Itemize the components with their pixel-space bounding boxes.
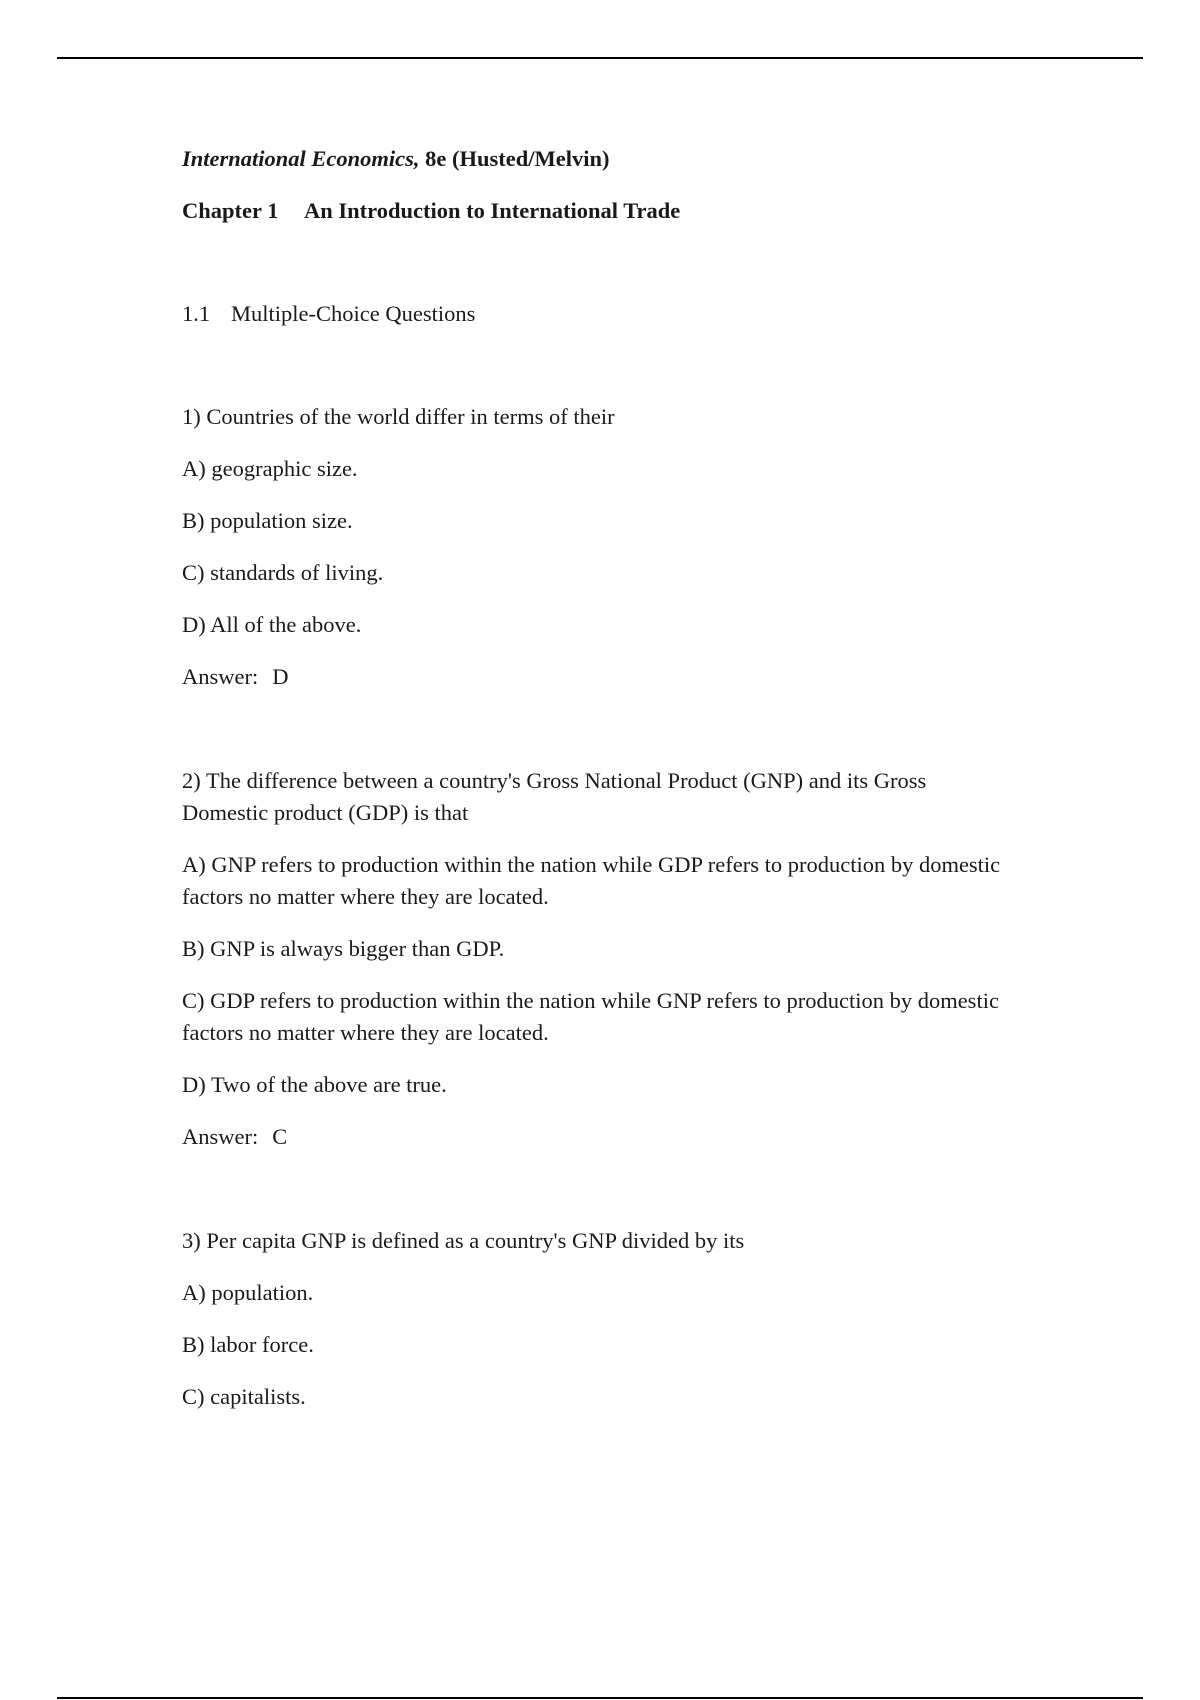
chapter-heading — [182, 195, 1012, 227]
option-b: B) GNP is always bigger than GDP. — [182, 936, 505, 961]
answer-label: Answer: — [182, 664, 259, 689]
question-stem: 1) Countries of the world differ in terms of their — [182, 404, 615, 429]
option-a: A) population. — [182, 1280, 314, 1305]
option-c: C) standards of living. — [182, 560, 384, 585]
answer-label: Answer: — [182, 1124, 259, 1149]
chapter-number: Chapter 1 — [182, 198, 279, 223]
option-c: C) capitalists. — [182, 1384, 306, 1409]
option-a: A) GNP refers to production within the nation while GDP refers to production by domestic factors no matter where they are located. — [182, 852, 1001, 909]
book-edition: 8e (Husted/Melvin) — [425, 146, 610, 171]
book-title: International Economics, — [182, 146, 420, 171]
option-d: D) Two of the above are true. — [182, 1072, 447, 1097]
document-body — [182, 143, 1012, 1413]
book-header — [182, 143, 1012, 175]
answer-value: D — [272, 664, 289, 689]
option-c: C) GDP refers to production within the nation while GNP refers to production by domestic factors no matter where they are located. — [182, 988, 999, 1045]
section-heading — [182, 298, 1012, 330]
question-1 — [182, 401, 1012, 693]
answer-line — [182, 661, 1012, 693]
question-stem: 2) The difference between a country's Gross National Product (GNP) and its Gross Domestic product (GDP) is that — [182, 768, 927, 825]
bottom-rule — [57, 1697, 1143, 1699]
question-2 — [182, 765, 1012, 1153]
question-stem: 3) Per capita GNP is defined as a country's GNP divided by its — [182, 1228, 745, 1253]
option-a: A) geographic size. — [182, 456, 358, 481]
answer-value: C — [272, 1124, 288, 1149]
chapter-title: An Introduction to International Trade — [304, 198, 681, 223]
section-title: Multiple-Choice Questions — [231, 301, 476, 326]
answer-line — [182, 1121, 1012, 1153]
section-number: 1.1 — [182, 301, 211, 326]
option-b: B) labor force. — [182, 1332, 314, 1357]
option-d: D) All of the above. — [182, 612, 362, 637]
option-b: B) population size. — [182, 508, 353, 533]
question-3 — [182, 1225, 1012, 1413]
top-rule — [57, 57, 1143, 59]
